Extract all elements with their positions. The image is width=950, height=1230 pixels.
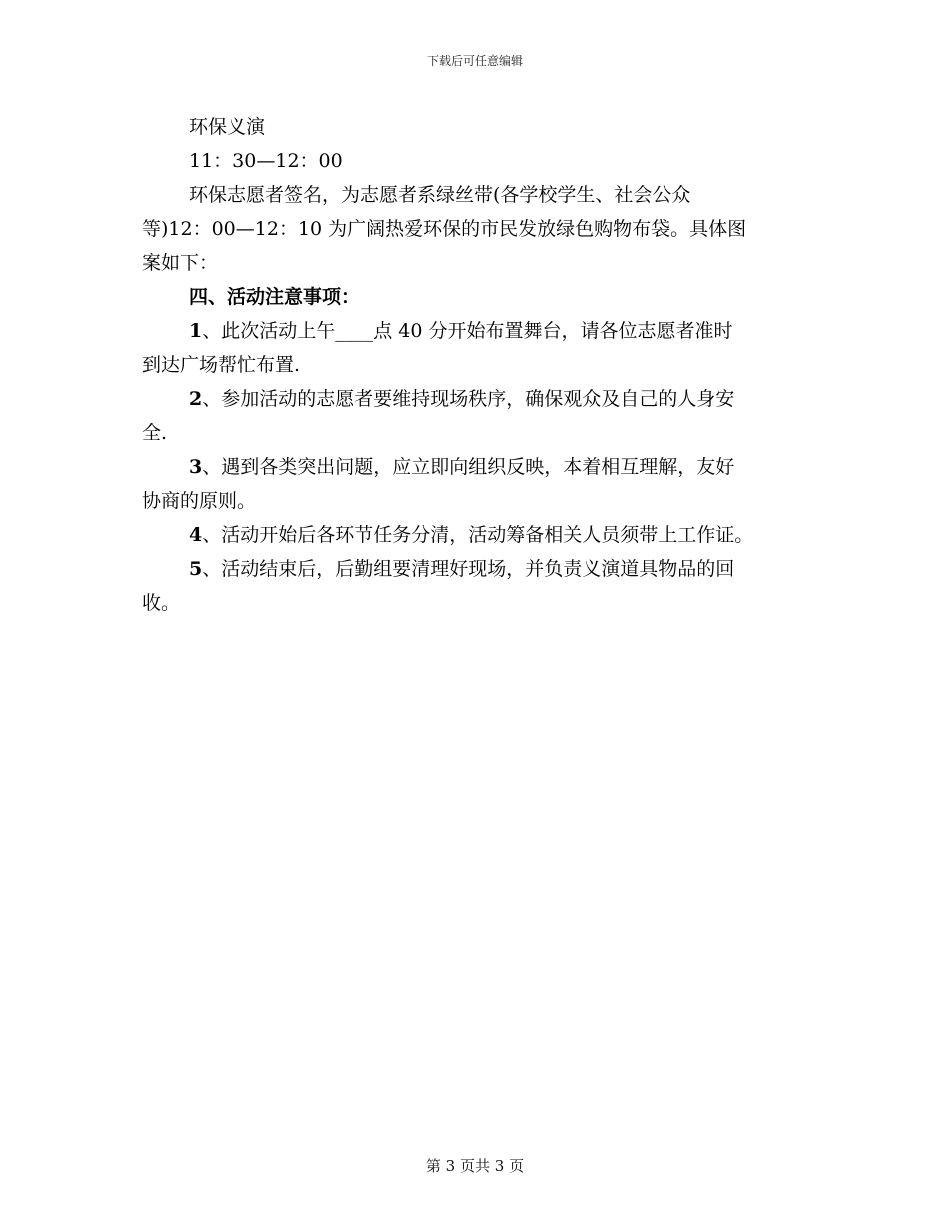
item-text: 、活动结束后，后勤组要清理好现场，并负责义演道具物品的回: [202, 558, 735, 580]
document-body: [142, 110, 822, 620]
paragraph-performance-title: 环保义演: [189, 116, 266, 138]
notice-item-3: [142, 450, 822, 518]
item-number: 2: [189, 388, 203, 410]
page-header: 下载后可任意编辑: [426, 54, 523, 68]
item-text-continued: 全.: [142, 422, 168, 444]
item-text: 、此次活动上午____点 40 分开始布置舞台，请各位志愿者准时: [202, 320, 733, 342]
paragraph-signature-line-1: 环保志愿者签名，为志愿者系绿丝带(各学校学生、社会公众: [189, 184, 691, 206]
item-number: 1: [189, 320, 203, 342]
item-number: 5: [189, 558, 203, 580]
paragraph-signature-line-3: 案如下：: [142, 252, 219, 274]
paragraph-time-range: 11：30—12：00: [189, 150, 343, 172]
notice-item-5: [142, 552, 822, 620]
notice-item-2: [142, 382, 822, 450]
item-text: 、活动开始后各环节任务分清，活动筹备相关人员须带上工作证。: [202, 524, 754, 546]
notice-item-1: [142, 314, 822, 382]
section-heading: 四、活动注意事项：: [189, 286, 361, 308]
paragraph-signature-line-2: 等)12：00—12：10 为广阔热爱环保的市民发放绿色购物布袋。具体图: [142, 218, 747, 240]
item-text-continued: 收。: [142, 592, 181, 614]
page-number-footer: 第 3 页共 3 页: [425, 1157, 525, 1175]
item-text: 、遇到各类突出问题，应立即向组织反映，本着相互理解，友好: [202, 456, 735, 478]
notice-item-4: [142, 518, 822, 552]
item-text-continued: 协商的原则。: [142, 490, 257, 512]
item-text-continued: 到达广场帮忙布置.: [142, 354, 301, 376]
item-number: 3: [189, 456, 203, 478]
item-number: 4: [189, 524, 203, 546]
item-text: 、参加活动的志愿者要维持现场秩序，确保观众及自己的人身安: [202, 388, 735, 410]
